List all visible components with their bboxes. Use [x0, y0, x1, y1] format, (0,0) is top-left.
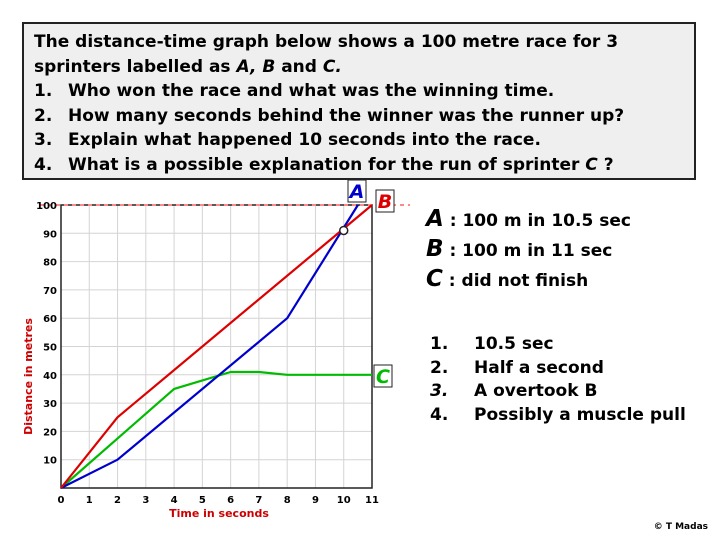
series-label-c: C — [376, 366, 390, 388]
x-tick-label: 2 — [114, 495, 122, 506]
y-tick-label: 20 — [43, 427, 57, 439]
answer-1-number: 1. — [430, 334, 449, 354]
y-tick-label: 10 — [43, 455, 57, 467]
x-axis-label: Time in seconds — [169, 507, 269, 520]
result-a-text: : 100 m in 10.5 sec — [443, 211, 631, 231]
copyright-credit: © T Madas — [653, 522, 708, 532]
result-c-label: C — [426, 266, 443, 292]
question-4-label: C — [585, 154, 598, 175]
answer-4-text: Possibly a muscle pull — [474, 404, 686, 425]
question-4-text: What is a possible explanation for the run of sprinter — [68, 154, 586, 175]
y-axis-label: Distance in metres — [22, 318, 35, 435]
result-b-text: : 100 m in 11 sec — [443, 241, 613, 261]
answer-2-number: 2. — [430, 357, 449, 378]
x-tick-label: 3 — [142, 495, 150, 506]
answers-list — [430, 333, 686, 427]
result-b — [426, 235, 612, 266]
answer-3 — [430, 380, 686, 404]
answer-2 — [430, 357, 686, 381]
result-a-label: A — [426, 206, 444, 232]
question-1-number: 1. — [34, 81, 53, 101]
answer-2-text: Half a second — [474, 357, 604, 378]
result-b-label: B — [426, 236, 444, 262]
x-tick-label: 11 — [365, 495, 379, 506]
question-2-text: How many seconds behind the winner was the runner up? — [68, 105, 625, 126]
intro-distance: 100 — [420, 32, 457, 52]
y-tick-label: 40 — [43, 370, 57, 382]
y-tick-label: 60 — [43, 314, 57, 326]
x-tick-label: 5 — [198, 495, 206, 506]
intro-text: The distance-time graph below shows a — [34, 32, 421, 52]
answer-3-text: A overtook B — [474, 381, 598, 401]
y-tick-label: 50 — [43, 342, 57, 354]
y-tick-label: 80 — [43, 257, 57, 269]
result-c — [426, 265, 588, 296]
intro-text-end: metre race for 3 — [456, 32, 619, 52]
x-tick-label: 6 — [227, 495, 235, 506]
y-tick-label: 100 — [36, 201, 57, 212]
intro-line2-text: sprinters labelled as — [34, 56, 237, 77]
answer-4 — [430, 404, 686, 428]
x-tick-label: 10 — [336, 495, 351, 506]
x-tick-label: 8 — [283, 495, 291, 506]
x-tick-label: 4 — [170, 495, 178, 506]
question-1-text: Who won the race and what was the winning time. — [68, 81, 555, 101]
x-tick-label: 0 — [57, 495, 65, 506]
x-tick-label: 7 — [255, 495, 263, 506]
answer-3-number: 3. — [430, 381, 449, 401]
answer-1-text: 10.5 sec — [474, 334, 554, 354]
result-a — [426, 205, 631, 236]
y-tick-label: 90 — [43, 229, 57, 241]
series-label-a: A — [349, 181, 365, 203]
question-3-text: Explain what happened 10 seconds into the race. — [68, 130, 541, 150]
y-tick-label: 30 — [43, 399, 57, 411]
intro-line2-and: and — [275, 56, 323, 77]
answer-4-number: 4. — [430, 404, 449, 425]
question-2-number: 2. — [34, 105, 53, 126]
intro-sprinter-c: C. — [322, 56, 342, 77]
intro-sprinter-names: A, B — [236, 56, 276, 77]
series-label-b: B — [377, 191, 393, 213]
answer-1 — [430, 333, 686, 357]
question-4-end: ? — [597, 154, 614, 175]
question-3-number: 3. — [34, 130, 53, 150]
x-tick-label: 9 — [311, 495, 319, 506]
question-4-number: 4. — [34, 154, 53, 175]
overtake-marker — [340, 226, 348, 234]
y-tick-label: 70 — [43, 285, 57, 297]
x-tick-label: 1 — [85, 495, 93, 506]
result-c-text: : did not finish — [442, 271, 589, 291]
